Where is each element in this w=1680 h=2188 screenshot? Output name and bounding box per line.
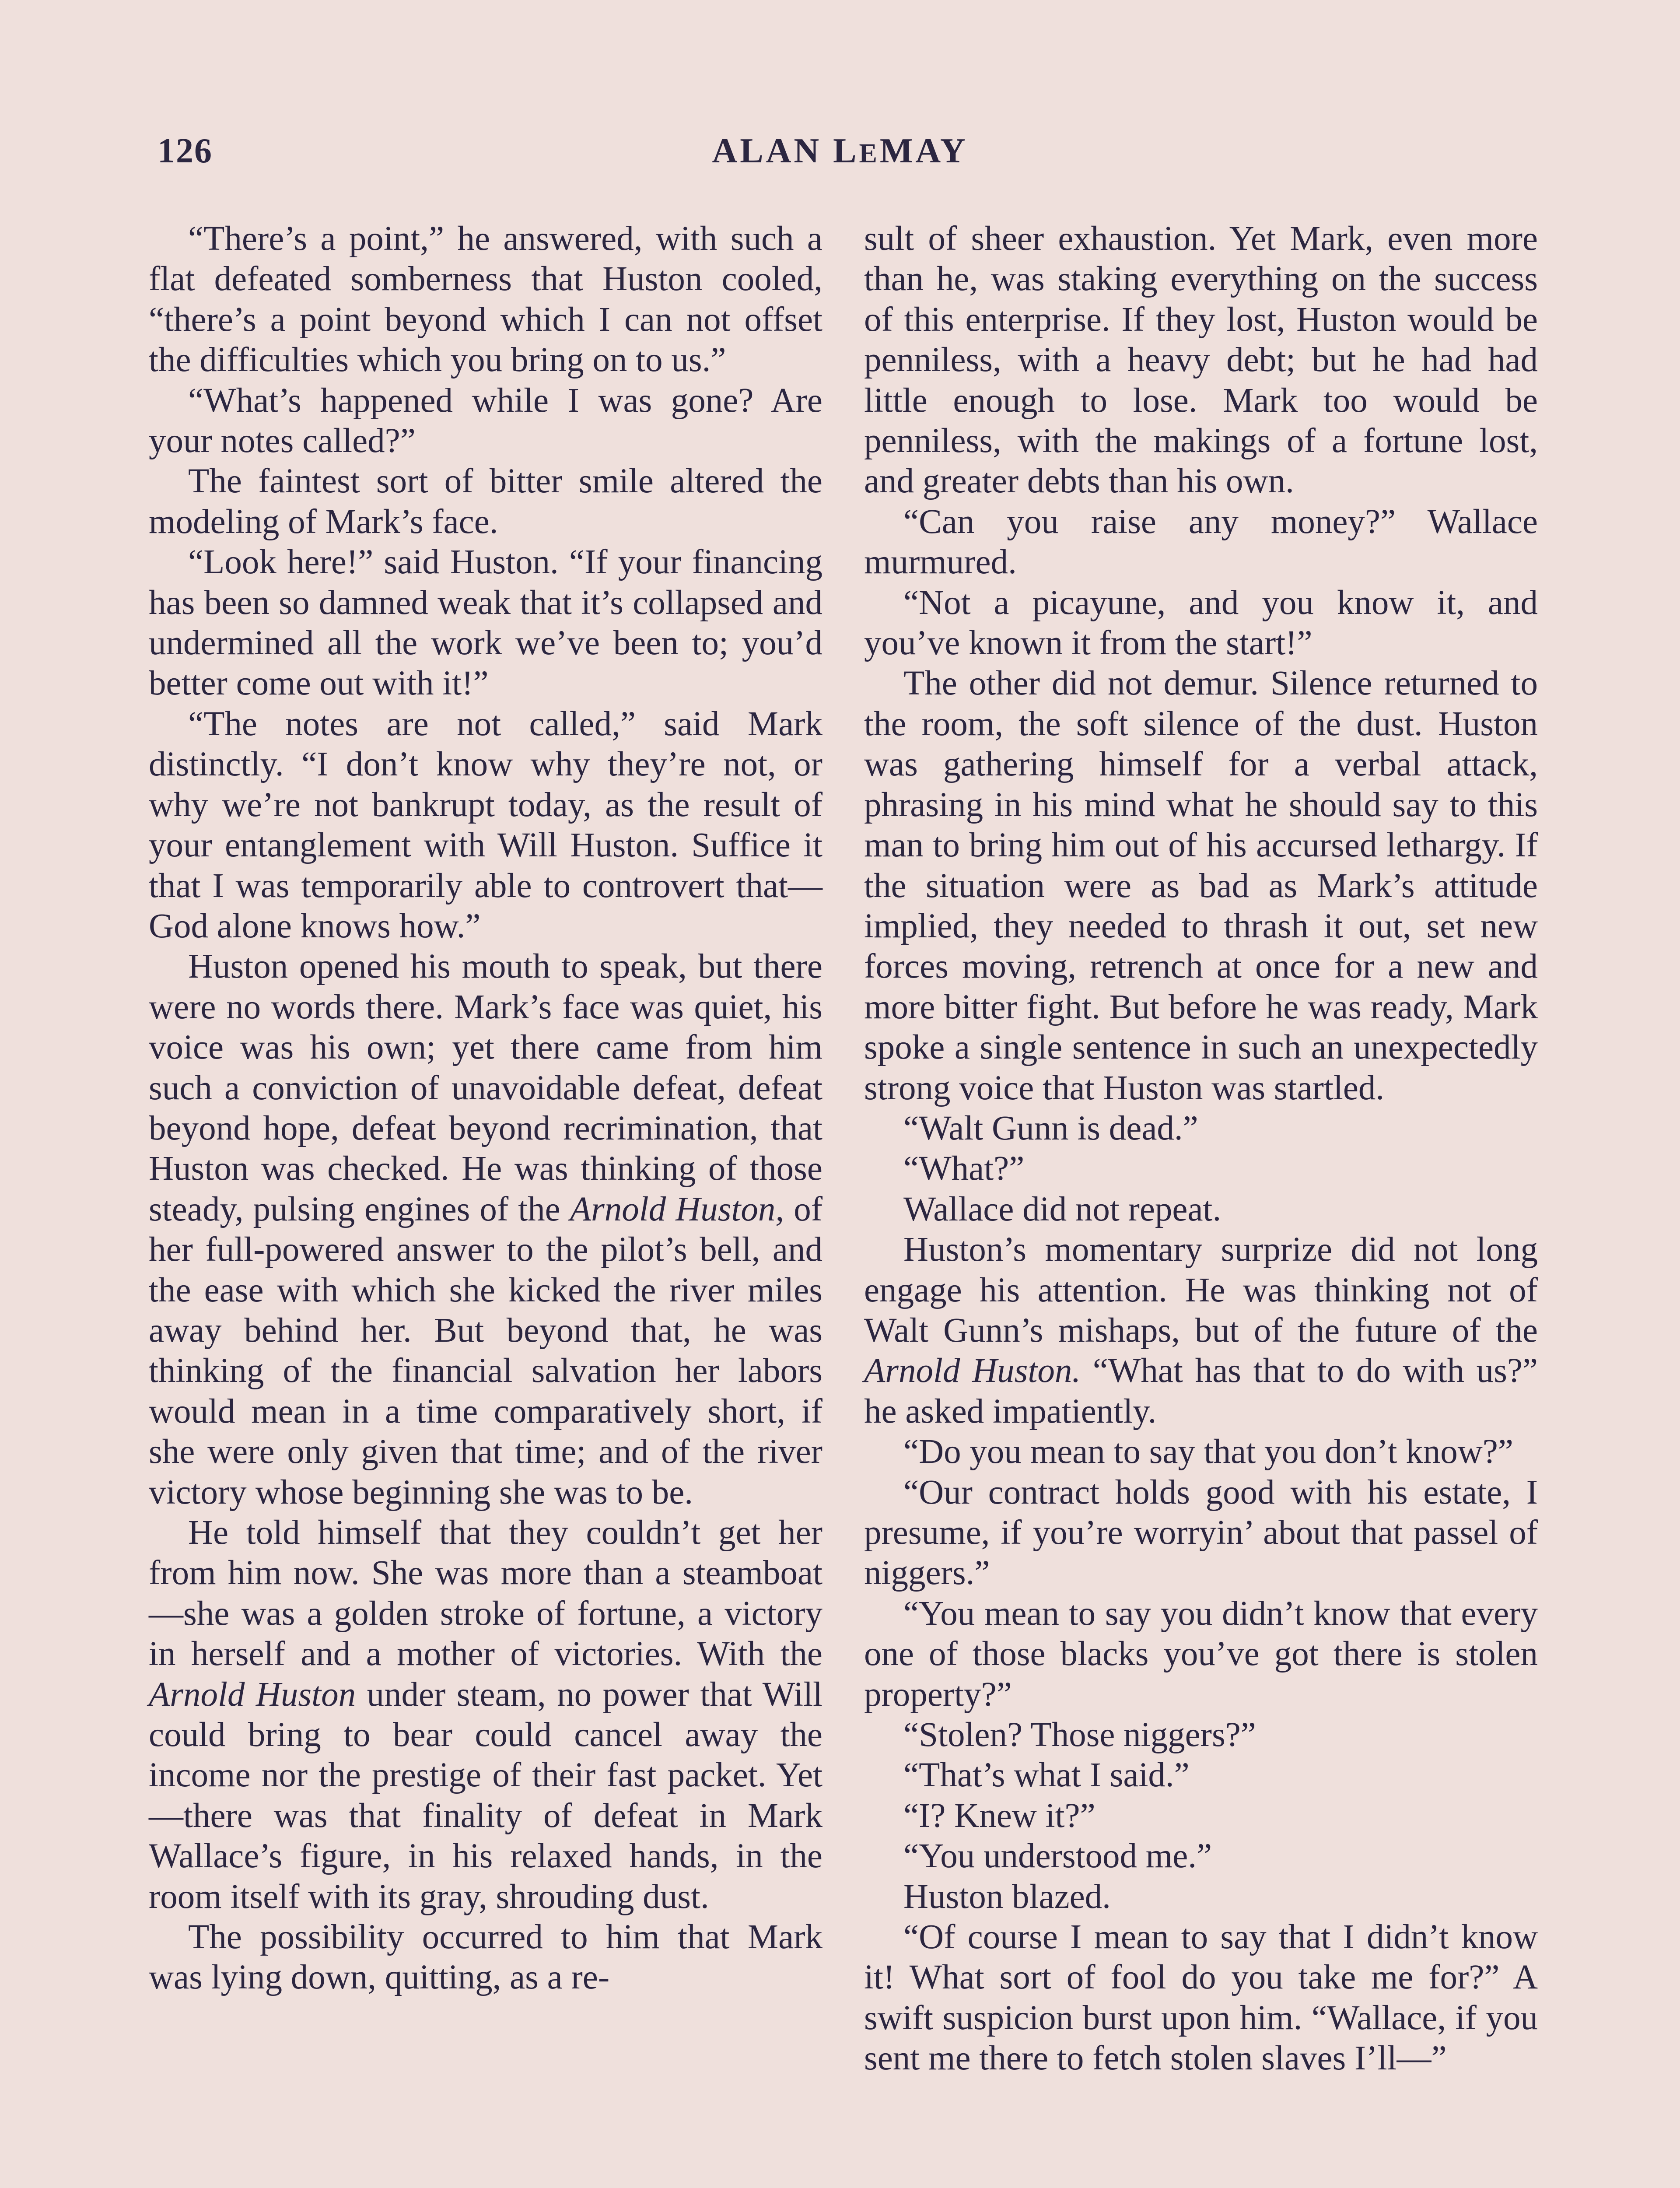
paragraph: The other did not demur. Silence returned to the room, the soft silence of the dust. Huston was gathering himself for a verbal attack, phrasing in his mind what he should say to this man to bring him out of his accursed lethargy. If the situation were as bad as Mark’s attitude implied, they needed to thrash it out, set new forces moving, retrench at once for a new and more bitter fight. But before he was ready, Mark spoke a single sentence in such an unexpectedly strong voice that Huston was startled. xyxy=(864,664,1538,1107)
paragraph: The faintest sort of bitter smile altered the modeling of Mark’s face. xyxy=(149,462,822,541)
paragraph: Huston blazed. xyxy=(903,1877,1111,1916)
running-head xyxy=(0,131,1680,171)
paragraph: “The notes are not called,” said Mark distinctly. “I don’t know why they’re not, or why we’re not bankrupt today, as the result of your entanglement with Will Huston. Suffice it that I was temporarily able to controvert that—God alone knows how.” xyxy=(149,705,822,945)
left-column xyxy=(149,219,822,1998)
paragraph-text: Huston opened his mouth to speak, but there were no words there. Mark’s face was quiet, his voice was his own; yet there came from him such a conviction of unavoidable defeat, defeat beyond hope, defeat beyond recrimination, that Huston was checked. He was thinking of those steady, pulsing engines of the xyxy=(149,947,822,1228)
paragraph: “I? Knew it?” xyxy=(903,1796,1096,1835)
ship-name: Arnold Huston xyxy=(149,1675,356,1714)
running-head-e: E xyxy=(859,139,880,168)
paragraph-text: “What has that to do with us?” he asked impatiently. xyxy=(864,1352,1538,1431)
paragraph: “Our contract holds good with his estate, I presume, if you’re worryin’ about that passel of niggers.” xyxy=(864,1473,1538,1592)
running-head-first: ALAN xyxy=(712,132,833,170)
page-number: 126 xyxy=(158,132,213,170)
paragraph xyxy=(149,1513,822,1917)
paragraph xyxy=(864,1230,1538,1432)
paragraph: “You understood me.” xyxy=(903,1837,1212,1876)
paragraph: “Walt Gunn is dead.” xyxy=(903,1109,1198,1147)
ship-name: Arnold Huston. xyxy=(864,1352,1081,1390)
right-column xyxy=(864,219,1538,2079)
paragraph: “Look here!” said Huston. “If your financing has been so damned weak that it’s collapsed and undermined all the work we’ve been to; you’d better come out with it!” xyxy=(149,543,822,703)
paragraph: Wallace did not repeat. xyxy=(903,1190,1222,1228)
paragraph: “Do you mean to say that you don’t know?” xyxy=(903,1433,1513,1471)
ship-name: Arnold Huston, xyxy=(570,1190,784,1228)
paragraph: The possibility occurred to him that Mark was lying down, quitting, as a re- xyxy=(149,1918,822,1997)
paragraph: “Stolen? Those niggers?” xyxy=(903,1716,1256,1754)
paragraph-text: of her full-powered answer to the pilot’s bell, and the ease with which she kicked the river miles away behind her. But beyond that, he was thinking of the financial salvation her labors would mean in a time comparatively short, if she were only given that time; and of the river victory whose beginning she was to be. xyxy=(149,1190,822,1511)
paragraph: “Not a picayune, and you know it, and you’ve known it from the start!” xyxy=(864,583,1538,663)
paragraph: “Can you raise any money?” Wallace murmured. xyxy=(864,502,1538,582)
paragraph-text: He told himself that they couldn’t get her from him now. She was more than a steamboat—she was a golden stroke of fortune, a victory in herself and a mother of victories. With the xyxy=(149,1514,822,1673)
paragraph: “That’s what I said.” xyxy=(903,1756,1190,1795)
paragraph: “What?” xyxy=(903,1150,1025,1188)
paragraph-text: under steam, no power that Will could bring to bear could cancel away the income nor the prestige of their fast packet. Yet—there was that finality of defeat in Mark Wallace’s figure, in his relaxed hands, in the room itself with its gray, shrouding dust. xyxy=(149,1675,822,1916)
paragraph-continued: sult of sheer exhaustion. Yet Mark, even more than he, was staking everything on the success of this enterprise. If they lost, Huston would be penniless, with a heavy debt; but he had had little enough to lose. Mark too would be penniless, with the makings of a fortune lost, and greater debts than his own. xyxy=(864,220,1538,501)
paragraph: “Of course I mean to say that I didn’t know it! What sort of fool do you take me for?” A swift suspicion burst upon him. “Wallace, if you sent me there to fetch stolen slaves I’ll—” xyxy=(864,1918,1538,2078)
running-head-may: MAY xyxy=(879,132,968,170)
paragraph: “You mean to say you didn’t know that every one of those blacks you’ve got there is stolen property?” xyxy=(864,1594,1538,1714)
running-head-l: L xyxy=(833,132,859,170)
paragraph: “What’s happened while I was gone? Are your notes called?” xyxy=(149,381,822,460)
paragraph-text: Huston’s momentary surprize did not long engage his attention. He was thinking not of Walt Gunn’s mishaps, but of the future of the xyxy=(864,1231,1538,1350)
paragraph xyxy=(149,947,822,1513)
paragraph: “There’s a point,” he answered, with such a flat defeated somberness that Huston cooled, “there’s a point beyond which I can not offset the difficulties which you bring on to us.” xyxy=(149,220,822,379)
